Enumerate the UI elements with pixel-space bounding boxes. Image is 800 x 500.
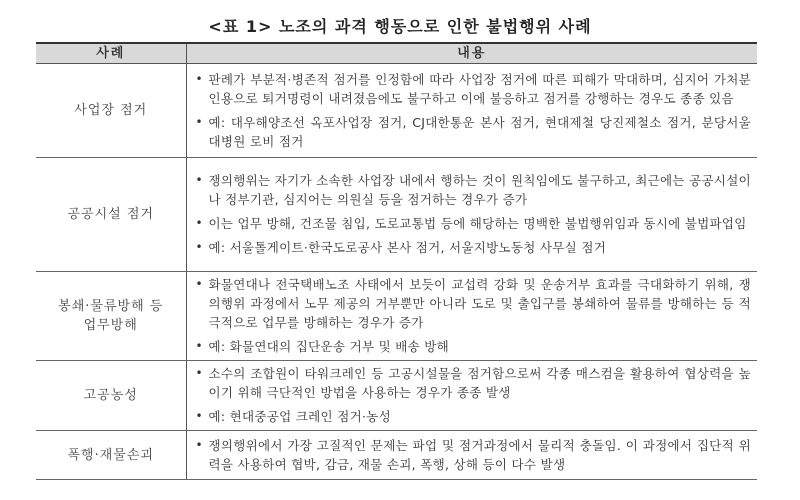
list-item: • 예: 현대중공업 크레인 점거·농성 <box>195 409 391 424</box>
list-item: • 화물연대나 전국택배노조 사태에서 보듯이 교섭력 강화 및 운송거부 효과를 극대화하기 위해, 쟁의행위 과정에서 노무 제공의 거부뿐만 아니라 도로 및 출입구를 봉쇄하여 물류를 방해하는 등 적극적으로 업무를 방해하는 경우가 증가 <box>195 277 751 330</box>
table-title: <표 1> 노조의 과격 행동으로 인한 불법행위 사례 <box>208 17 592 36</box>
content-cell <box>186 272 757 361</box>
bullet-icon: • <box>195 71 203 86</box>
content-cell <box>186 431 757 480</box>
table-header-row <box>36 43 757 64</box>
list-item: • 예: 대우해양조선 옥포사업장 점거, CJ대한통운 본사 점거, 현대제철 당진제철소 점거, 분당서울대병원 로비 점거 <box>195 114 751 149</box>
bullet-icon: • <box>195 114 203 129</box>
bullet-icon: • <box>195 240 203 254</box>
bullet-icon: • <box>195 437 203 452</box>
case-cell: 폭행·재물손괴 <box>36 431 186 480</box>
list-item: • 소수의 조합원이 타워크레인 등 고공시설물을 점거함으로써 각종 매스컴을 활용하여 협상력을 높이기 위해 극단적인 방법을 사용하는 경우가 종종 발생 <box>195 366 751 400</box>
content-cell <box>186 158 757 272</box>
content-cell <box>186 361 757 431</box>
list-item: • 쟁의행위는 자기가 소속한 사업장 내에서 행하는 것이 원칙임에도 불구하고, 최근에는 공공시설이나 정부기관, 심지어는 의원실 등을 점거하는 경우가 증가 <box>195 173 751 207</box>
list-item: • 예: 화물연대의 집단운송 거부 및 배송 방해 <box>195 339 450 354</box>
table-row <box>36 272 757 361</box>
bullet-icon: • <box>195 339 203 353</box>
column-header-case: 사례 <box>36 43 186 64</box>
case-cell: 사업장 점거 <box>36 64 186 158</box>
table-row <box>36 64 757 158</box>
list-item: • 쟁의행위에서 가장 고질적인 문제는 파업 및 점거과정에서 물리적 충돌임. 이 과정에서 집단적 위력을 사용하여 협박, 감금, 재물 손괴, 폭행, 상해 등이 다수 발생 <box>195 437 751 472</box>
bullet-icon: • <box>195 216 203 230</box>
list-item: • 판례가 부분적·병존적 점거를 인정함에 따라 사업장 점거에 따른 피해가 막대하며, 심지어 가처분 인용으로 퇴거명령이 내려졌음에도 불구하고 이에 불응하고 점거를 강행하는 경우도 종종 있음 <box>195 71 751 106</box>
bullet-icon: • <box>195 366 203 380</box>
bullet-icon: • <box>195 173 203 187</box>
cases-table <box>36 42 757 480</box>
table-row <box>36 431 757 480</box>
list-item: • 이는 업무 방해, 건조물 침입, 도로교통법 등에 해당하는 명백한 불법행위임과 동시에 불법파업임 <box>195 216 747 231</box>
list-item: • 예: 서울톨게이트·한국도로공사 본사 점거, 서울지방노동청 사무실 점거 <box>195 240 607 255</box>
table-row <box>36 361 757 431</box>
bullet-icon: • <box>195 409 203 423</box>
table-row <box>36 158 757 272</box>
content-cell <box>186 64 757 158</box>
case-cell: 공공시설 점거 <box>36 158 186 272</box>
case-cell: 봉쇄·물류방해 등 업무방해 <box>36 272 186 361</box>
case-cell: 고공농성 <box>36 361 186 431</box>
bullet-icon: • <box>195 277 203 291</box>
column-header-content: 내용 <box>186 43 757 64</box>
